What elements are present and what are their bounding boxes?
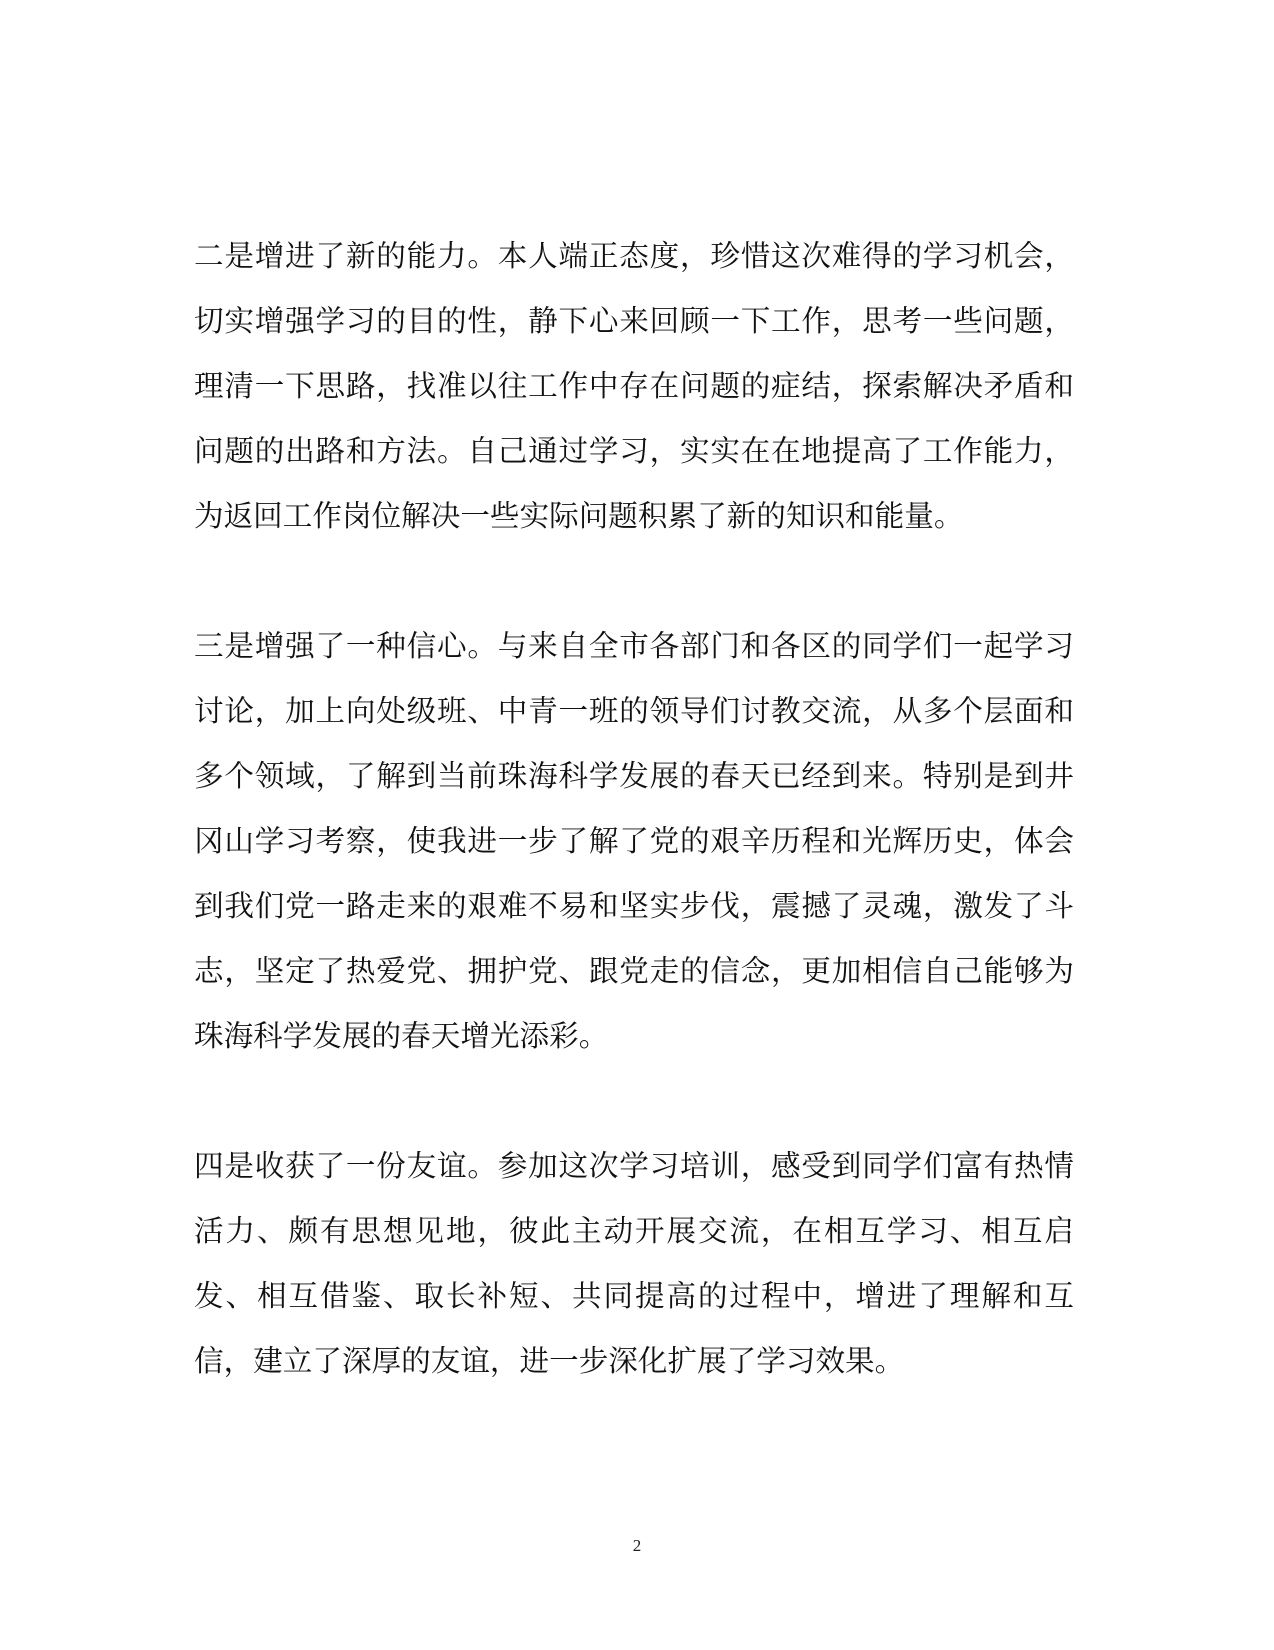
paragraph-confidence: 三是增强了一种信心。与来自全市各部门和各区的同学们一起学习讨论，加上向处级班、中青一班的领导们讨教交流，从多个层面和多个领域，了解到当前珠海科学发展的春天已经到来。特别是到井冈山学习考察，使我进一步了解了党的艰辛历程和光辉历史，体会到我们党一路走来的艰难不易和坚实步伐，震撼了灵魂，激发了斗志，坚定了热爱党、拥护党、跟党走的信念，更加相信自己能够为珠海科学发展的春天增光添彩。	[194, 629, 1074, 1053]
page-number: 2	[632, 1536, 642, 1555]
paragraph-new-ability: 二是增进了新的能力。本人端正态度，珍惜这次难得的学习机会，切实增强学习的目的性，静下心来回顾一下工作，思考一些问题，理清一下思路，找准以往工作中存在问题的症结，探索解决矛盾和问题的出路和方法。自己通过学习，实实在在地提高了工作能力，为返回工作岗位解决一些实际问题积累了新的知识和能量。	[194, 239, 1074, 533]
document-body	[194, 224, 1074, 1394]
paragraph-friendship: 四是收获了一份友谊。参加这次学习培训，感受到同学们富有热情活力、颇有思想见地，彼此主动开展交流，在相互学习、相互启发、相互借鉴、取长补短、共同提高的过程中，增进了理解和互信，建立了深厚的友谊，进一步深化扩展了学习效果。	[194, 1149, 1074, 1378]
